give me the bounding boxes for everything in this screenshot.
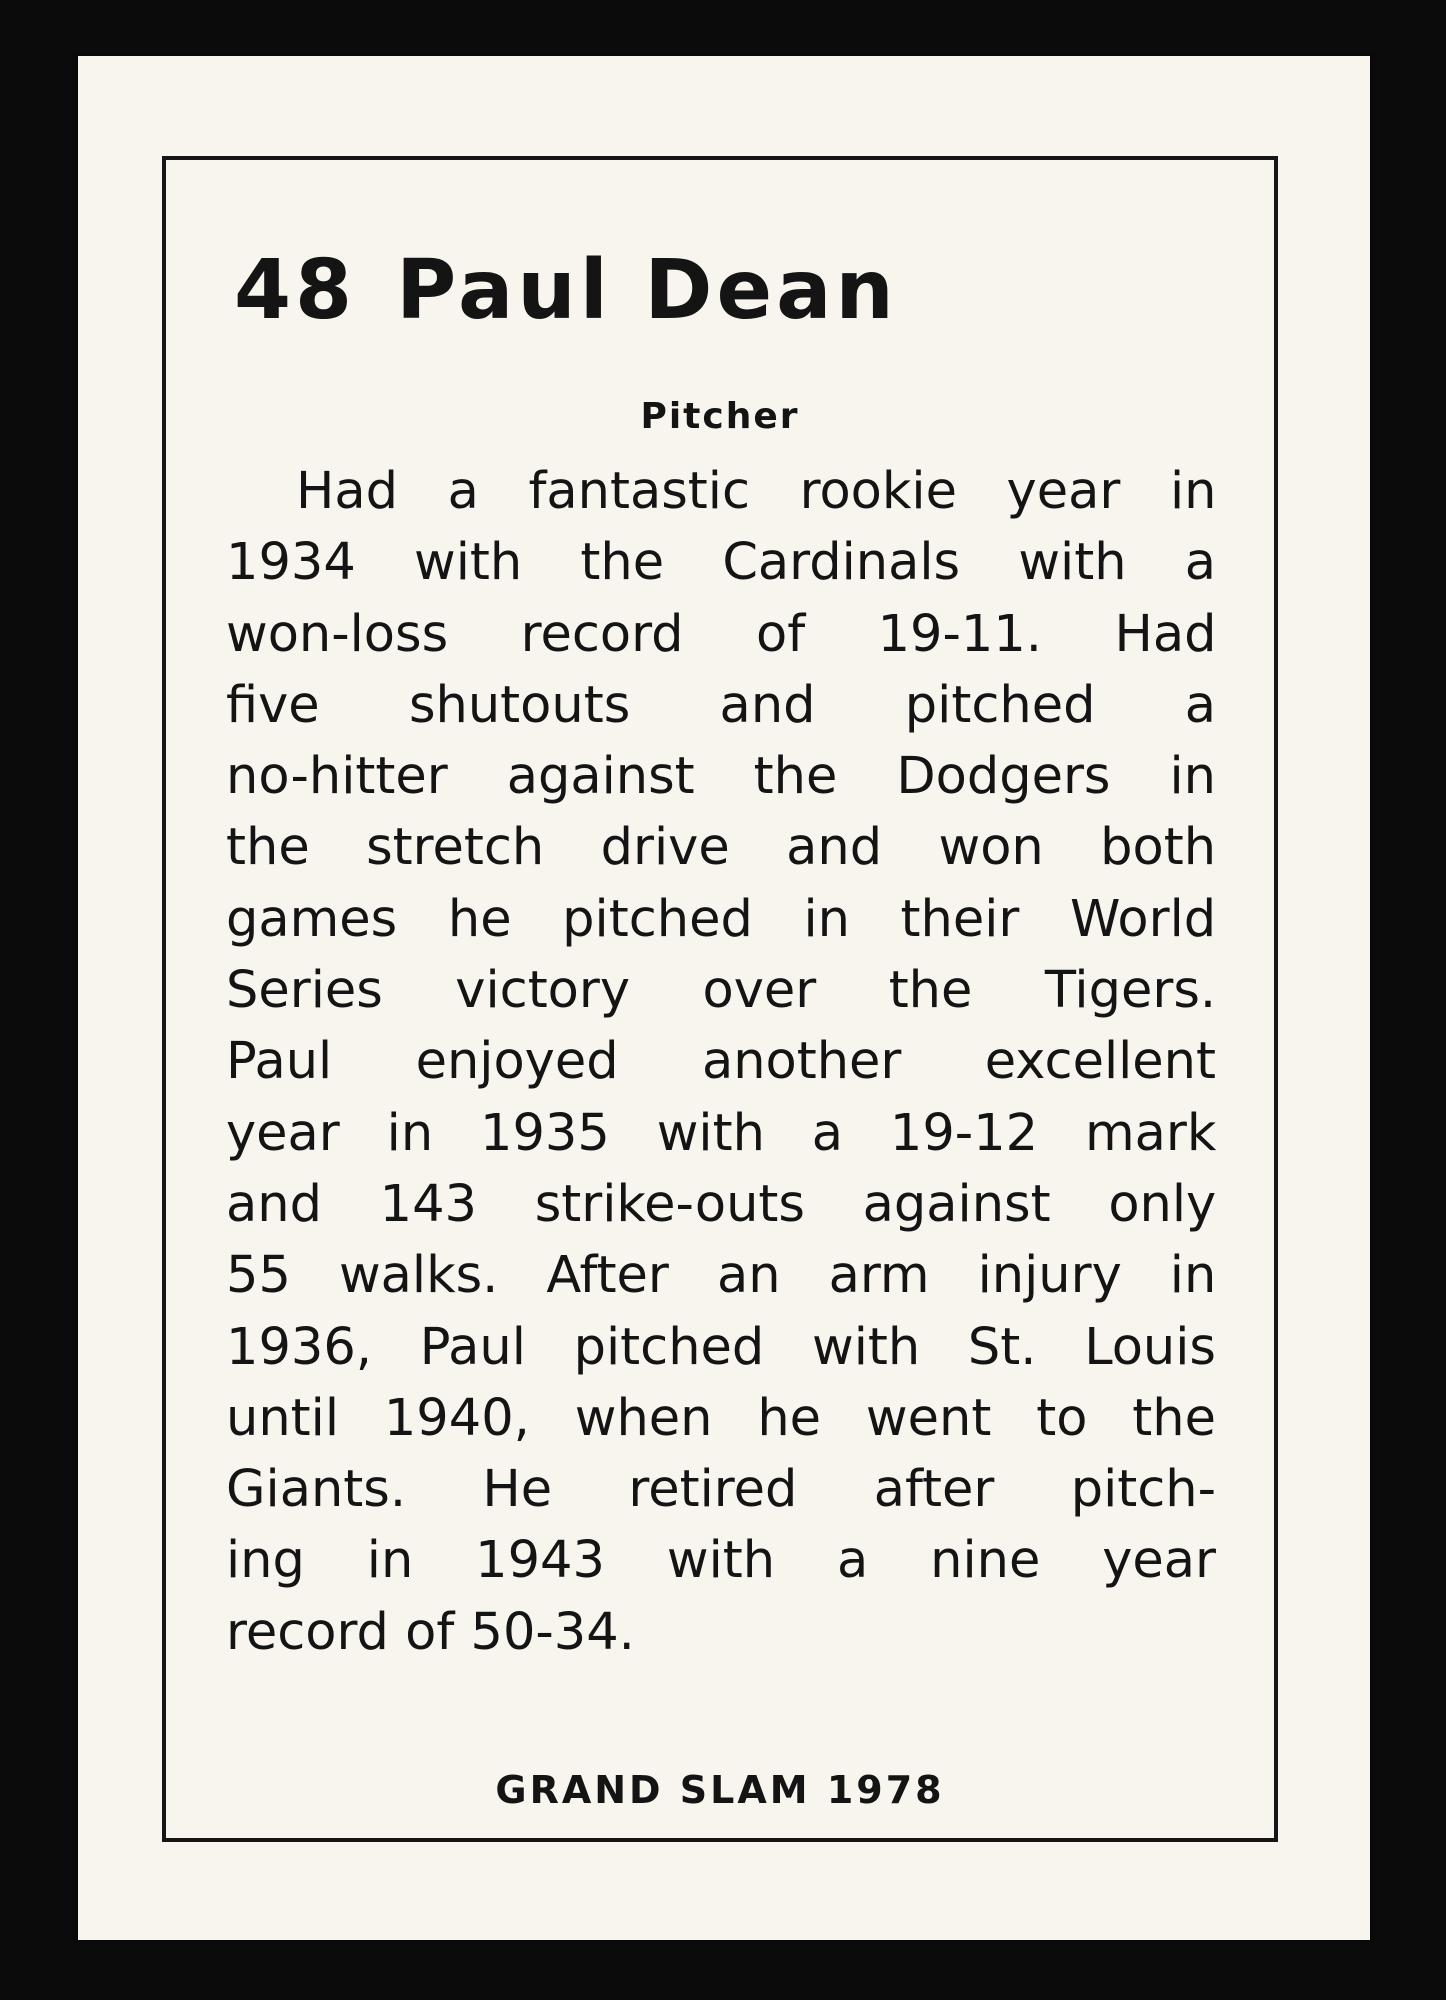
bio-line: Had a fantastic rookie year in [296,462,1217,521]
bio-line: ing in 1943 with a nine year [226,1531,1216,1591]
bio-line: record of 50-34. [226,1602,635,1662]
bio-line: year in 1935 with a 19-12 mark [226,1103,1217,1163]
bio-line: 1936, Paul pitched with St. Louis [226,1317,1216,1377]
card-title [234,243,898,338]
bio-line: won-loss record of 19-11. Had [226,604,1217,664]
bio-line: and 143 strike-outs against only [226,1174,1217,1234]
baseball-card-back [78,56,1370,1940]
bio-line: five shutouts and pitched a [226,675,1216,735]
player-name: Paul Dean [396,243,898,338]
card-border-frame [162,156,1278,1842]
card-number: 48 [234,243,357,338]
bio-line: Paul enjoyed another excellent [226,1032,1216,1092]
player-biography [226,456,1216,1668]
bio-line: Giants. He retired after pitch- [226,1460,1216,1520]
bio-line: no-hitter against the Dodgers in [226,747,1216,807]
bio-line: 55 walks. After an arm injury in [226,1246,1217,1306]
card-footer-brand: GRAND SLAM 1978 [495,1768,945,1812]
bio-line: until 1940, when he went to the [226,1388,1216,1448]
bio-line: 1934 with the Cardinals with a [226,533,1216,593]
bio-line: the stretch drive and won both [226,818,1217,878]
bio-line: Series victory over the Tigers. [226,961,1217,1021]
bio-line: games he pitched in their World [226,889,1217,949]
player-position: Pitcher [640,396,800,437]
